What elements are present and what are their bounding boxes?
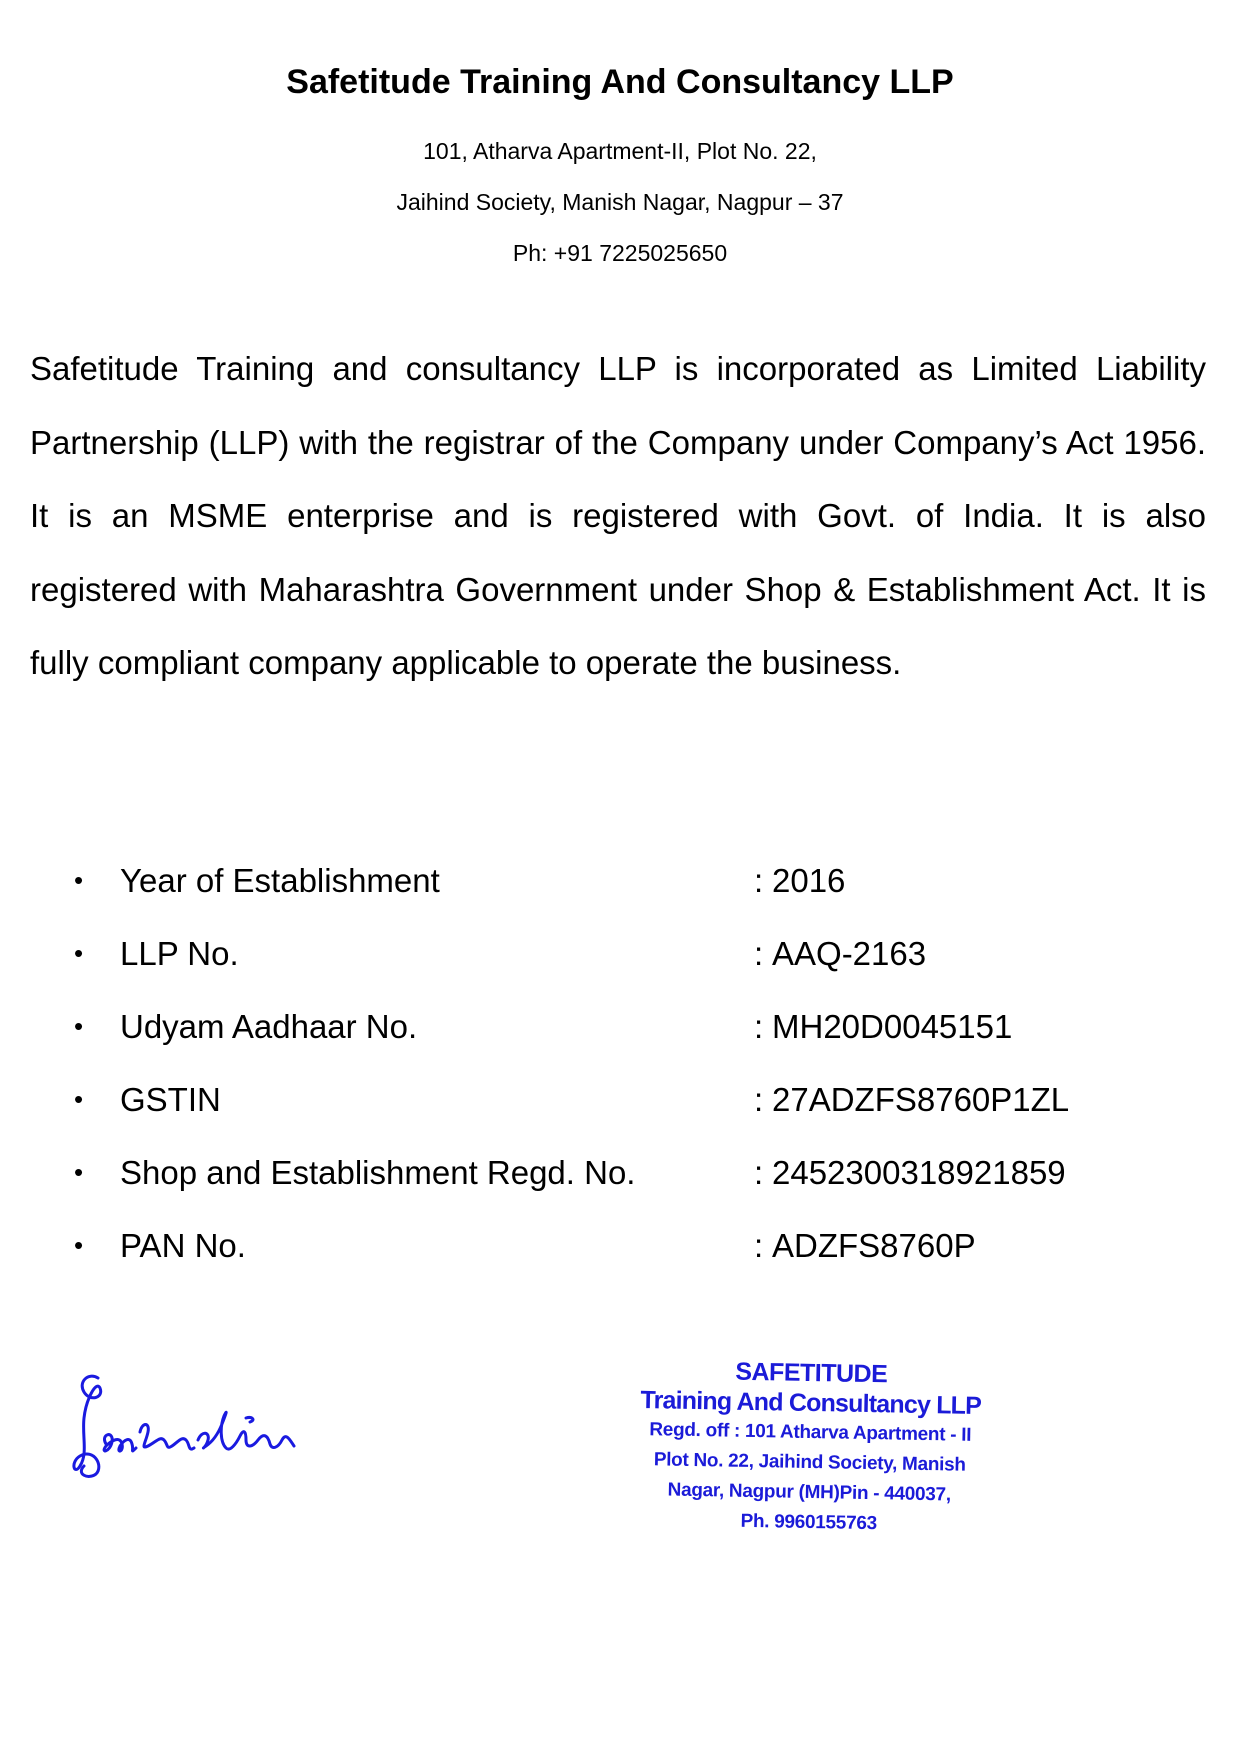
bullet-icon: • — [74, 1011, 84, 1041]
detail-value: AAQ-2163 — [772, 935, 927, 972]
phone-number: Ph: +91 7225025650 — [512, 240, 728, 266]
detail-label: GSTIN — [120, 1081, 221, 1118]
bullet-icon: • — [74, 1157, 84, 1187]
bullet-icon: • — [74, 1230, 84, 1260]
detail-separator: : — [754, 935, 764, 972]
detail-value: 2452300318921859 — [772, 1154, 1066, 1191]
detail-label: PAN No. — [120, 1227, 246, 1264]
address-line-1: 101, Atharva Apartment-II, Plot No. 22, — [423, 138, 817, 164]
detail-row-udyam — [70, 990, 1190, 1063]
detail-label: Udyam Aadhaar No. — [120, 1008, 418, 1045]
detail-separator: : — [754, 1008, 764, 1045]
stamp-line-2: Training And Consultancy LLP — [640, 1386, 982, 1420]
detail-row-year — [70, 844, 1190, 917]
bullet-icon: • — [74, 865, 84, 895]
detail-separator: : — [754, 1154, 764, 1191]
company-name: Safetitude Training And Consultancy LLP — [286, 63, 954, 101]
stamp-line-3: Regd. off : 101 Atharva Apartment - II — [649, 1419, 972, 1446]
stamp-line-5: Nagar, Nagpur (MH)Pin - 440037, — [667, 1479, 951, 1506]
detail-separator: : — [754, 862, 764, 899]
intro-paragraph: Safetitude Training and consultancy LLP is incorporated as Limited Liability Partnership (LLP) with the registrar of the Company under Company’s Act 1956. It is an MSME enterprise and is registered with Govt. of India. It is also registered with Maharashtra Government under Shop & Establishment Act. It is fully compliant company applicable to operate the business. — [30, 350, 1206, 681]
detail-row-llp-no — [70, 917, 1190, 990]
bullet-icon: • — [74, 938, 84, 968]
stamp-line-6: Ph. 9960155763 — [740, 1510, 878, 1535]
detail-value: ADZFS8760P — [772, 1227, 976, 1264]
bullet-icon: • — [74, 1084, 84, 1114]
detail-value: 2016 — [772, 862, 846, 899]
detail-row-gstin — [70, 1063, 1190, 1136]
detail-label: Shop and Establishment Regd. No. — [120, 1154, 636, 1191]
detail-row-shop-establishment — [70, 1136, 1190, 1209]
company-details-list — [70, 844, 1190, 1282]
detail-value: MH20D0045151 — [772, 1008, 1013, 1045]
signature-image — [70, 1370, 300, 1490]
company-stamp — [608, 1355, 1011, 1542]
detail-separator: : — [754, 1081, 764, 1118]
address-line-2: Jaihind Society, Manish Nagar, Nagpur – 37 — [396, 189, 844, 215]
detail-value: 27ADZFS8760P1ZL — [772, 1081, 1070, 1118]
detail-separator: : — [754, 1227, 764, 1264]
letterhead — [0, 60, 1240, 279]
stamp-line-4: Plot No. 22, Jaihind Society, Manish — [653, 1449, 966, 1476]
detail-row-pan — [70, 1209, 1190, 1282]
stamp-line-1: SAFETITUDE — [735, 1357, 888, 1389]
detail-label: LLP No. — [120, 935, 239, 972]
detail-label: Year of Establishment — [120, 862, 440, 899]
